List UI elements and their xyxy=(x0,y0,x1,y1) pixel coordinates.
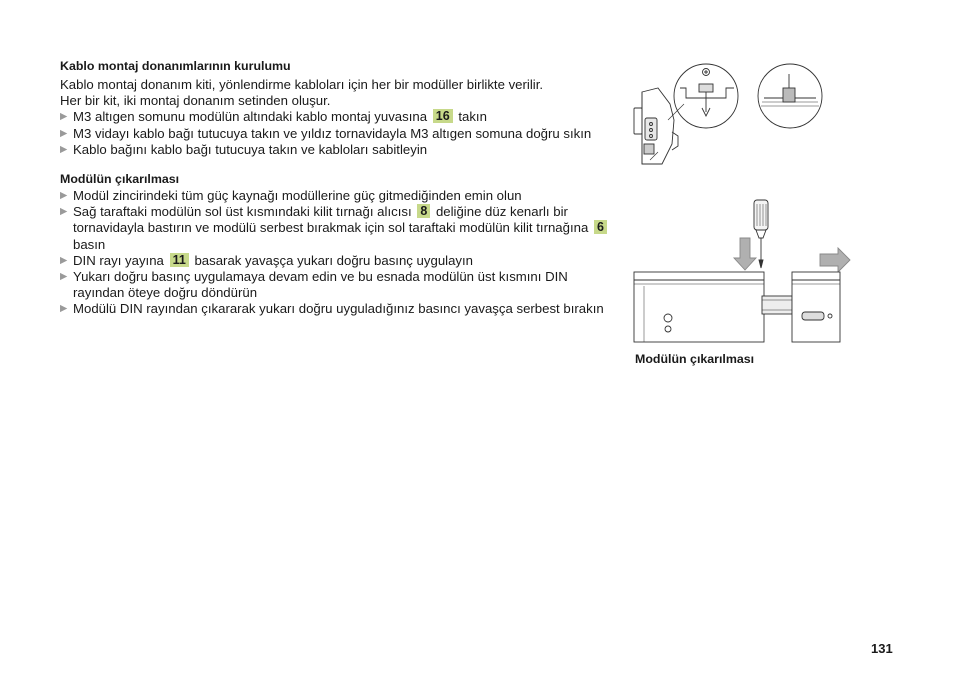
callout-badge: 8 xyxy=(417,204,430,218)
figure-caption: Modülün çıkarılması xyxy=(635,352,755,366)
list-item: ▶ Modülü DIN rayından çıkararak yukarı doğru uyguladığınız basıncı yavaşça serbest bırakın xyxy=(60,301,616,317)
text-column xyxy=(60,58,616,318)
section-heading-cable-mounting: Kablo montaj donanımlarının kurulumu xyxy=(60,59,291,73)
section-heading-module-removal: Modülün çıkarılması xyxy=(60,172,180,187)
list-item: ▶ Kablo bağını kablo bağı tutucuya takın ve kabloları sabitleyin xyxy=(60,142,616,158)
page-number: 131 xyxy=(871,641,893,656)
list-item: ▶ Yukarı doğru basınç uygulamaya devam edin ve bu esnada modülün üst kısmını DIN rayından öteye doğru döndürün xyxy=(60,269,616,301)
list-item: ▶ M3 altıgen somunu modülün altındaki kablo montaj yuvasına 16 takın xyxy=(60,109,616,125)
list-item: ▶ Modül zincirindeki tüm güç kaynağı modüllerine güç gitmediğinden emin olun xyxy=(60,188,616,204)
module-removal-illustration xyxy=(632,196,864,346)
callout-badge: 16 xyxy=(433,109,453,123)
list-item: ▶ Sağ taraftaki modülün sol üst kısmındaki kilit tırnağı alıcısı 8 deliğine düz kenarlı bir tornavidayla bastırın ve modülü serbest bırakmak için sol taraftaki modülün kilit tırnağına 6 basın xyxy=(60,204,616,253)
module-removal-steps xyxy=(60,188,616,318)
callout-badge: 6 xyxy=(594,220,607,234)
module-removal-section xyxy=(60,171,616,318)
list-item: ▶ M3 vidayı kablo bağı tutucuya takın ve yıldız tornavidayla M3 altıgen somuna doğru sıkın xyxy=(60,126,616,142)
list-item: ▶ DIN rayı yayına 11 basarak yavaşça yukarı doğru basınç uygulayın xyxy=(60,253,616,269)
intro-paragraph: Kablo montaj donanım kiti, yönlendirme kabloları için her bir modüller birlikte verilir. Her bir kit, iki montaj donanım setinden oluşur. xyxy=(60,77,544,109)
cable-mounting-steps xyxy=(60,109,616,158)
cable-mount-illustration xyxy=(628,60,824,172)
callout-badge: 11 xyxy=(170,253,189,267)
